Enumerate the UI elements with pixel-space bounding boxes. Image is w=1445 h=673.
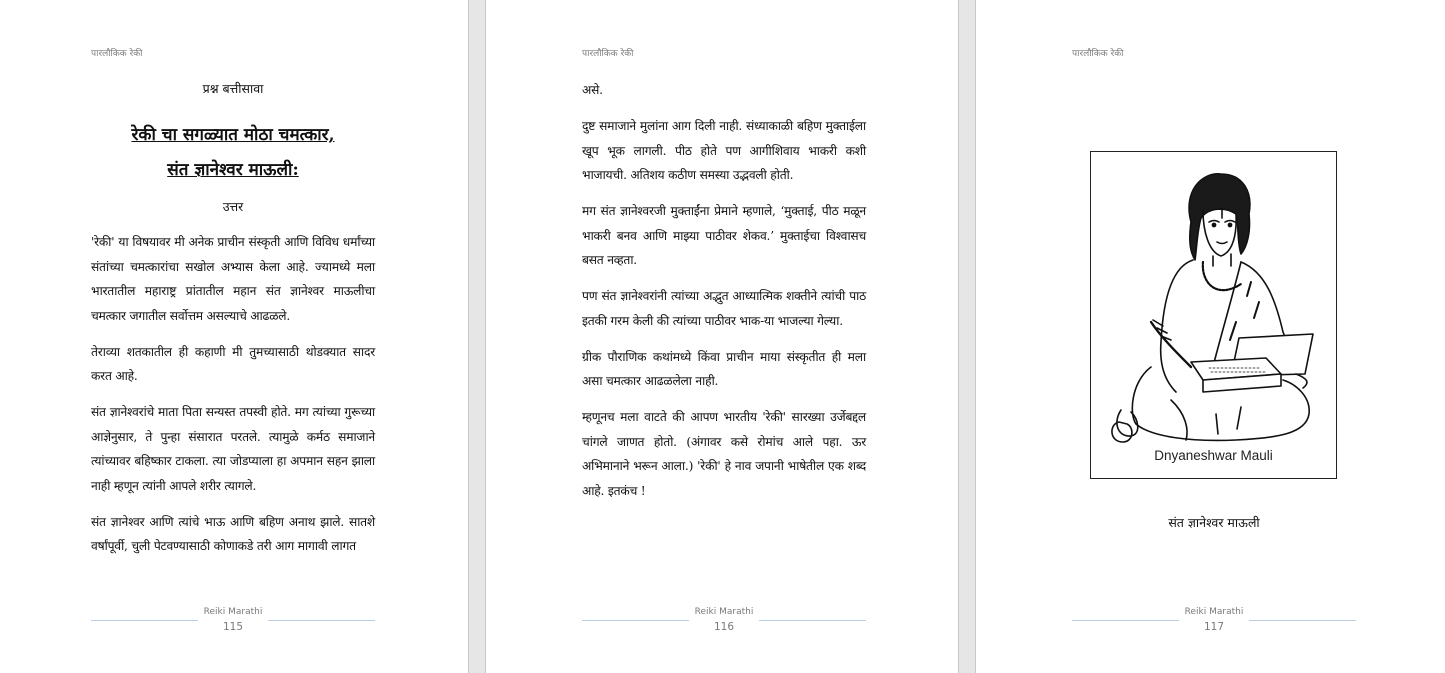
page-number: 115 <box>222 621 244 633</box>
page-footer <box>1072 606 1356 636</box>
paragraph: दुष्ट समाजाने मुलांना आग दिली नाही. संध्याकाळी बहिण मुक्ताईला खूप भूक लागली. पीठ होते पण आगीशिवाय भाकरी कशी भाजायची. अतिशय कठीण समस्या उद्भवली होती. <box>582 119 866 182</box>
paragraph: ग्रीक पौराणिक कथांमध्ये किंवा प्राचीन माया संस्कृतीत ही मला असा चमत्कार आढळलेला नाही. <box>582 349 866 388</box>
dnyaneshwar-illustration-icon <box>1091 152 1336 478</box>
page-footer <box>91 606 375 636</box>
page-content <box>582 78 866 515</box>
illustration-figure <box>1090 151 1337 479</box>
illustration-inner-caption: Dnyaneshwar Mauli <box>1154 448 1273 463</box>
paragraph: संत ज्ञानेश्वर आणि त्यांचे भाऊ आणि बहिण अनाथ झाले. सातशे वर्षांपूर्वी, चुली पेटवण्यासाठी कोणाकडे तरी आग मागावी लागत <box>91 514 375 553</box>
page-115 <box>0 0 469 673</box>
question-label: प्रश्न बत्तीसावा <box>202 81 264 96</box>
footer-book-title: Reiki Marathi <box>694 607 754 617</box>
running-header: पारलौकिक रेकी <box>582 49 634 59</box>
paragraph: मग संत ज्ञानेश्वरजी मुक्ताईंना प्रेमाने म्हणाले, ‘मुक्ताई, पीठ मळून भाकरी बनव आणि माझ्या पाठीवर शेकव.’ मुक्ताईचा विश्वासच बसत नव्हता. <box>582 204 866 267</box>
chapter-title-line-1: रेकी चा सगळ्यात मोठा चमत्कार, <box>131 125 335 145</box>
footer-book-title: Reiki Marathi <box>1184 607 1244 617</box>
paragraph: संत ज्ञानेश्वरांचे माता पिता सन्यस्त तपस्वी होते. मग त्यांच्या गुरूच्या आज्ञेनुसार, ते पुन्हा संसारात परतले. त्यामुळे कर्मठ समाजाने त्यांच्यावर बहिष्कार टाकला. त्या जोडप्याला हा अपमान सहन झाला नाही म्हणून त्यांनी आपले शरीर त्यागले. <box>91 405 375 493</box>
page-number: 117 <box>1203 621 1225 633</box>
running-header: पारलौकिक रेकी <box>91 49 143 59</box>
paragraph: असे. <box>582 83 603 97</box>
figure-caption: संत ज्ञानेश्वर माऊली <box>1168 515 1260 530</box>
answer-label: उत्तर <box>222 199 244 214</box>
paragraph: तेराव्या शतकातील ही कहाणी मी तुमच्यासाठी थोडक्यात सादर करत आहे. <box>91 344 375 383</box>
page-116 <box>485 0 959 673</box>
chapter-title-line-2: संत ज्ञानेश्वर माऊली: <box>167 160 299 180</box>
page-footer <box>582 606 866 636</box>
paragraph: पण संत ज्ञानेश्वरांनी त्यांच्या अद्भुत आध्यात्मिक शक्तीने त्यांची पाठ इतकी गरम केली की त्यांच्या पाठीवर भाक-या भाजल्या गेल्या. <box>582 289 866 328</box>
page-number: 116 <box>713 621 735 633</box>
paragraph: 'रेकी' या विषयावर मी अनेक प्राचीन संस्कृती आणि विविध धर्मांच्या संतांच्या चमत्कारांचा सखोल अभ्यास केला आहे. ज्यामध्ये मला भारतातील महाराष्ट्र प्रांतातील महान संत ज्ञानेश्वर माऊलीचा चमत्कार जगातील सर्वोत्तम असल्याचे आढळले. <box>91 235 375 323</box>
footer-book-title: Reiki Marathi <box>203 607 263 617</box>
running-header: पारलौकिक रेकी <box>1072 49 1124 59</box>
page-117 <box>975 0 1445 673</box>
paragraph: म्हणूनच मला वाटते की आपण भारतीय 'रेकी' सारख्या उर्जेबद्दल चांगले जाणत होतो. (अंगावर कसे रोमांच आले पहा. ऊर अभिमानाने भरून आला.) 'रेकी' हे नाव जपानी भाषेतील एक शब्द आहे. इतकंच ! <box>582 410 866 498</box>
page-content <box>91 78 375 570</box>
